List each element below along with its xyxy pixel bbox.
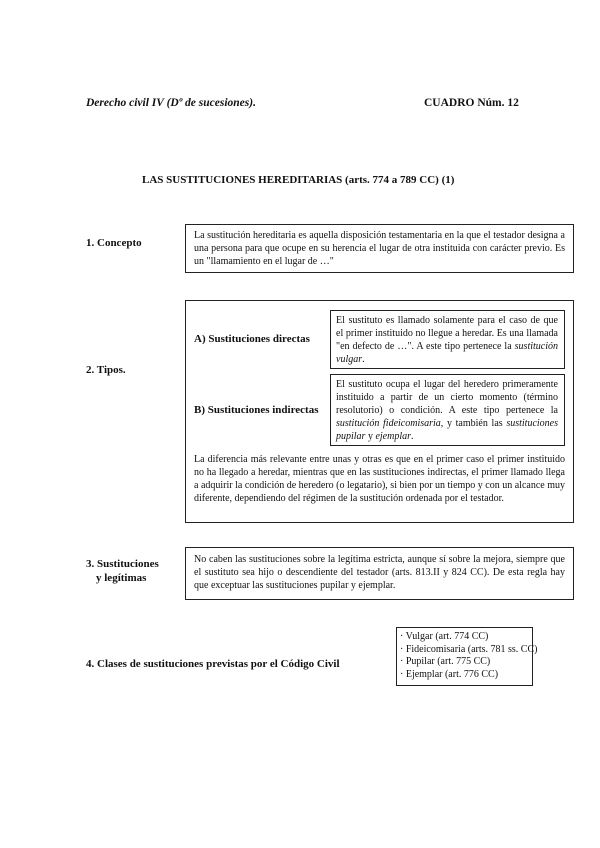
indirectas-text-part: , y también las: [440, 418, 507, 429]
sustituciones-pupilar-term: sustituciones pupilar: [336, 418, 559, 442]
ejemplar-term: ejemplar: [375, 431, 411, 442]
directas-text-end: .: [362, 354, 365, 365]
indirectas-text-part: y: [365, 431, 376, 442]
indirectas-text-part: El sustituto ocupa el lugar del heredero primeramente instituido a partir de un cierto momento (término resolutorio) o condición. A este tipo pertenece la: [336, 379, 558, 416]
section-clases-label: 4. Clases de sustituciones previstas por el Código Civil: [86, 658, 340, 670]
list-item: · Pupilar (art. 775 CC): [400, 656, 491, 668]
sustitucion-fideicomisaria-term: sustitución fideicomisaria: [336, 418, 441, 429]
section-concepto-label: 1. Concepto: [86, 237, 142, 249]
indirectas-text: [336, 378, 558, 443]
directas-text-part: El sustituto es llamado solamente para el caso de que el primer instituido no llegue a heredar. Es una llamada "en defecto de …". A este tipo pertenece la: [336, 315, 558, 352]
legitimas-box: [185, 547, 574, 600]
concepto-box: [185, 224, 574, 273]
section-legitimas-label: [86, 557, 159, 585]
tipos-box: [185, 300, 574, 523]
table-number: CUADRO Núm. 12: [424, 97, 519, 109]
list-item: · Ejemplar (art. 776 CC): [400, 668, 499, 680]
document-subject: Derecho civil IV (Dº de sucesiones).: [86, 97, 256, 109]
directas-label: A) Sustituciones directas: [194, 333, 310, 345]
indirectas-text-end: .: [411, 431, 414, 442]
legitimas-label-line-2: y legítimas: [96, 572, 147, 584]
legitimas-text: No caben las sustituciones sobre la legítima estricta, aunque sí sobre la mejora, siempre que el sustituto sea hijo o descendiente del testador (arts. 813.II y 824 CC). De esta regla hay que exceptuar las sustituciones pupilar y ejemplar.: [194, 554, 565, 591]
clases-list: [400, 631, 537, 681]
sustitucion-vulgar-term: sustitución vulgar: [336, 341, 558, 365]
list-item: · Fideicomisaria (arts. 781 ss. CC): [400, 643, 538, 655]
clases-list-box: [396, 627, 538, 686]
diferencia-text: La diferencia más relevante entre unas y otras es que en el primer caso el primer instituido no ha llegado a heredar, mientras que en las sustituciones indirectas, el primer llamado llega a adquirir la condición de heredero (o legatario), si bien por un tiempo y con un alcance muy diferente, dependiendo del régimen de la sustitución ordenada por el testador.: [194, 454, 565, 504]
concepto-text: La sustitución hereditaria es aquella disposición testamentaria en la que el testador designa a una persona para que ocupe en su herencia el lugar de otra instituida con carácter previo. Es un "llamamiento en el lugar de …": [194, 230, 565, 267]
indirectas-label: B) Sustituciones indirectas: [194, 404, 319, 416]
section-tipos-label: 2. Tipos.: [86, 364, 126, 376]
page-title: LAS SUSTITUCIONES HEREDITARIAS (arts. 774 a 789 CC) (1): [142, 174, 455, 186]
indirectas-box: [330, 374, 565, 446]
directas-text: [336, 314, 558, 366]
list-item: · Vulgar (art. 774 CC): [400, 631, 489, 642]
legitimas-label-line-1: 3. Sustituciones: [86, 558, 159, 570]
directas-box: [330, 310, 565, 369]
